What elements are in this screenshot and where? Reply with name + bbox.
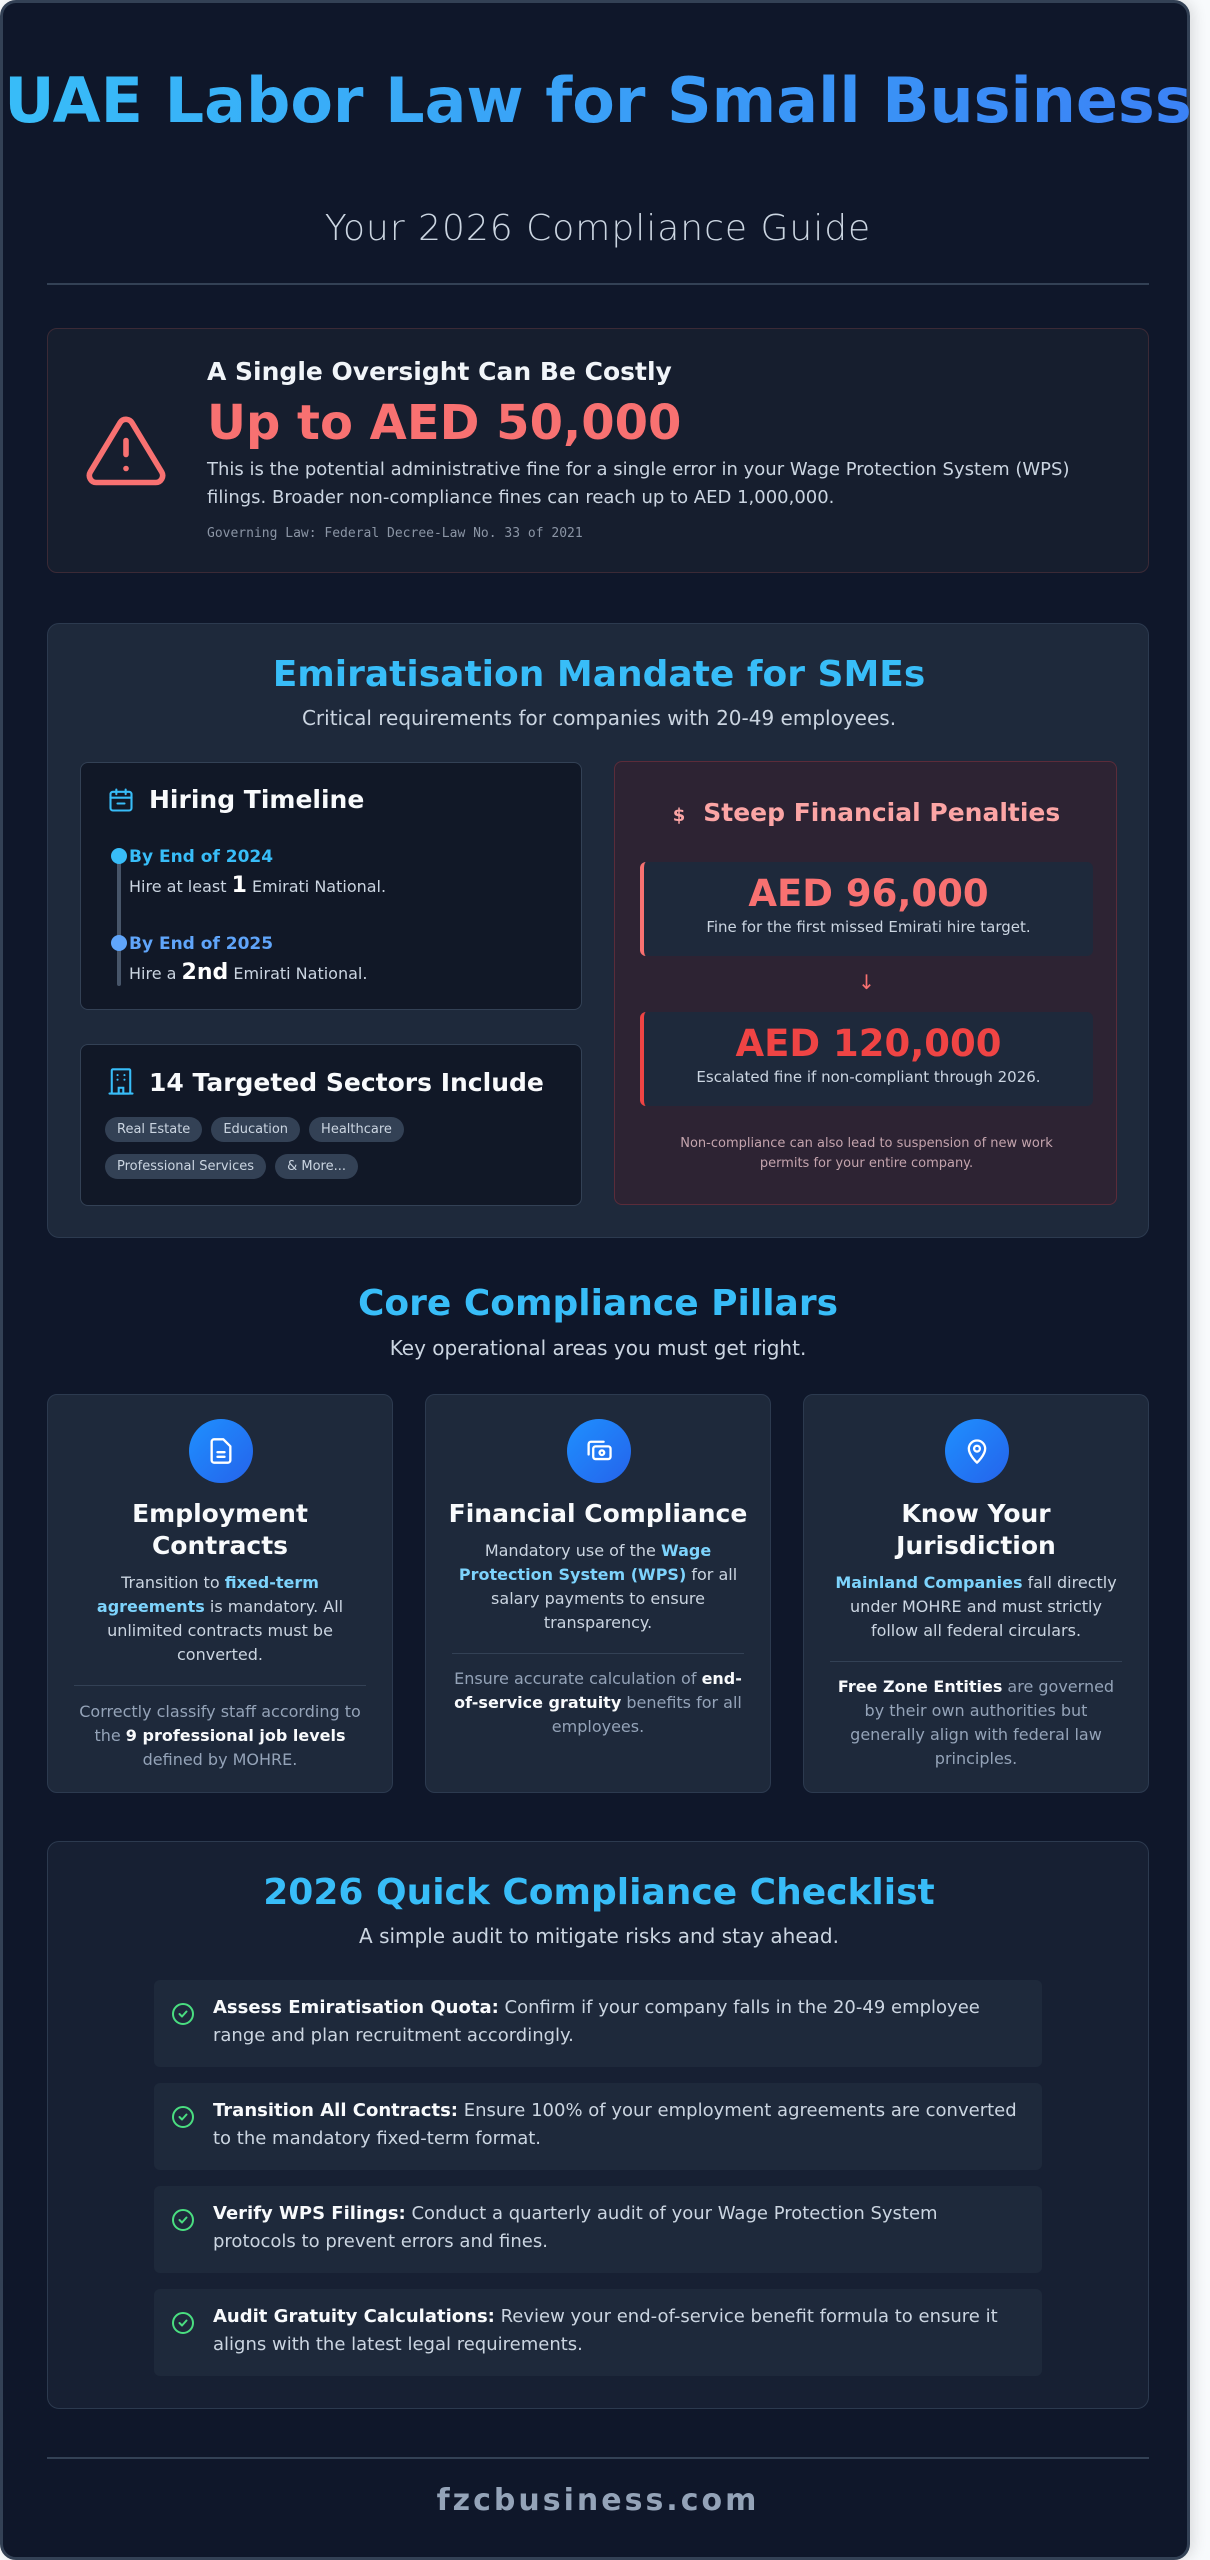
warning-triangle-icon bbox=[84, 409, 168, 493]
checklist-item bbox=[154, 2289, 1042, 2376]
penalties-heading bbox=[615, 798, 1118, 827]
penalty-amount: AED 120,000 bbox=[735, 1022, 1002, 1065]
header-divider bbox=[47, 283, 1149, 285]
page-subtitle: Your 2026 Compliance Guide bbox=[324, 208, 872, 249]
penalty-description: Fine for the first missed Emirati hire target. bbox=[706, 918, 1031, 936]
governing-law: Governing Law: Federal Decree-Law No. 33 of 2021 bbox=[207, 526, 583, 541]
hiring-timeline-card bbox=[80, 762, 582, 1010]
penalties-title: Steep Financial Penalties bbox=[703, 798, 1061, 827]
emiratisation-title: Emiratisation Mandate for SMEs bbox=[272, 654, 926, 695]
penalties-card bbox=[614, 761, 1117, 1205]
checklist-item bbox=[154, 2083, 1042, 2170]
pillar-text: Transition to fixed-term agreements is mandatory. All unlimited contracts must be converted. bbox=[96, 1573, 344, 1664]
pillar-note: Free Zone Entities are governed by their own authorities but generally align with federal law principles. bbox=[837, 1677, 1115, 1768]
alert-description: This is the potential administrative fine for a single error in your Wage Protection System (WPS) filings. Broader non-compliance fines can reach up to AED 1,000,000. bbox=[207, 459, 1070, 508]
check-circle-icon bbox=[171, 2208, 195, 2232]
document-icon bbox=[189, 1419, 253, 1483]
check-circle-icon bbox=[171, 2105, 195, 2129]
calendar-icon bbox=[107, 786, 135, 814]
pillar-text: Mainland Companies fall directly under MOHRE and must strictly follow all federal circulars. bbox=[835, 1573, 1117, 1640]
sectors-title: 14 Targeted Sectors Include bbox=[149, 1067, 544, 1097]
sector-tag: Real Estate bbox=[105, 1117, 202, 1142]
sector-tags bbox=[105, 1117, 565, 1191]
penalties-note: Non-compliance can also lead to suspension of new work permits for your entire company. bbox=[680, 1136, 1053, 1171]
checklist-item bbox=[154, 1980, 1042, 2067]
emiratisation-subtitle: Critical requirements for companies with 20-49 employees. bbox=[301, 706, 897, 730]
page-title: UAE Labor Law for Small Business bbox=[4, 64, 1192, 137]
penalty-item bbox=[640, 862, 1093, 956]
timeline-dot bbox=[111, 848, 127, 864]
pillars-title: Core Compliance Pillars bbox=[357, 1283, 839, 1324]
timeline-text: Hire at least 1 Emirati National. bbox=[129, 873, 387, 898]
pillar-card-employment-contracts bbox=[47, 1394, 393, 1793]
footer-site-link[interactable]: fzcbusiness.com bbox=[436, 2483, 760, 2518]
checklist-subtitle: A simple audit to mitigate risks and stay ahead. bbox=[359, 1924, 839, 1948]
sector-tag: Education bbox=[211, 1117, 300, 1142]
pillar-note: Correctly classify staff according to the 9 professional job levels defined by MOHRE. bbox=[79, 1702, 361, 1769]
penalty-amount: AED 96,000 bbox=[748, 872, 989, 915]
check-circle-icon bbox=[171, 2002, 195, 2026]
pillar-text: Mandatory use of the Wage Protection System (WPS) for all salary payments to ensure transparency. bbox=[458, 1541, 738, 1632]
sectors-card bbox=[80, 1044, 582, 1206]
building-icon bbox=[107, 1067, 135, 1097]
timeline-heading: By End of 2024 bbox=[129, 847, 274, 867]
timeline-line bbox=[117, 851, 121, 986]
check-circle-icon bbox=[171, 2311, 195, 2335]
checklist-text: Verify WPS Filings: Conduct a quarterly audit of your Wage Protection System protocols to prevent errors and fines. bbox=[213, 2203, 938, 2252]
penalty-item bbox=[640, 1012, 1093, 1106]
sector-tag: Healthcare bbox=[309, 1117, 404, 1142]
hiring-timeline-heading bbox=[107, 785, 364, 814]
pillars-subtitle: Key operational areas you must get right. bbox=[389, 1336, 807, 1360]
sector-tag: & More... bbox=[275, 1154, 358, 1179]
dollar-icon: $ bbox=[672, 805, 686, 826]
penalty-description: Escalated fine if non-compliant through 2026. bbox=[696, 1068, 1041, 1086]
alert-body bbox=[207, 357, 1127, 541]
pillar-title: Know Your Jurisdiction bbox=[896, 1499, 1056, 1560]
pillar-card-jurisdiction bbox=[803, 1394, 1149, 1793]
timeline-heading: By End of 2025 bbox=[129, 934, 274, 954]
pillar-note: Ensure accurate calculation of end-of-service gratuity benefits for all employees. bbox=[454, 1669, 742, 1736]
money-icon bbox=[567, 1419, 631, 1483]
sectors-heading bbox=[107, 1067, 544, 1097]
checklist-text: Audit Gratuity Calculations: Review your end-of-service benefit formula to ensure it aligns with the latest legal requirements. bbox=[213, 2306, 998, 2355]
timeline-text: Hire a 2nd Emirati National. bbox=[129, 960, 368, 985]
checklist-item bbox=[154, 2186, 1042, 2273]
map-pin-icon bbox=[945, 1419, 1009, 1483]
alert-card bbox=[47, 328, 1149, 573]
sector-tag: Professional Services bbox=[105, 1154, 266, 1179]
pillar-title: Employment Contracts bbox=[132, 1499, 308, 1560]
alert-kicker: A Single Oversight Can Be Costly bbox=[207, 357, 672, 386]
pillar-title: Financial Compliance bbox=[448, 1499, 748, 1528]
footer-divider bbox=[47, 2457, 1149, 2459]
alert-amount: Up to AED 50,000 bbox=[207, 395, 682, 451]
checklist-title: 2026 Quick Compliance Checklist bbox=[263, 1872, 935, 1913]
pillar-card-financial-compliance bbox=[425, 1394, 771, 1793]
checklist-text: Transition All Contracts: Ensure 100% of your employment agreements are converted to the mandatory fixed-term format. bbox=[213, 2100, 1017, 2149]
pillar-divider bbox=[74, 1685, 366, 1686]
pillar-divider bbox=[452, 1653, 744, 1654]
pillar-divider bbox=[830, 1661, 1122, 1662]
checklist-text: Assess Emiratisation Quota: Confirm if your company falls in the 20-49 employee range and plan recruitment accordingly. bbox=[213, 1997, 980, 2046]
timeline-dot bbox=[111, 935, 127, 951]
arrow-down-icon: ↓ bbox=[858, 970, 875, 994]
hiring-timeline-title: Hiring Timeline bbox=[149, 785, 365, 814]
